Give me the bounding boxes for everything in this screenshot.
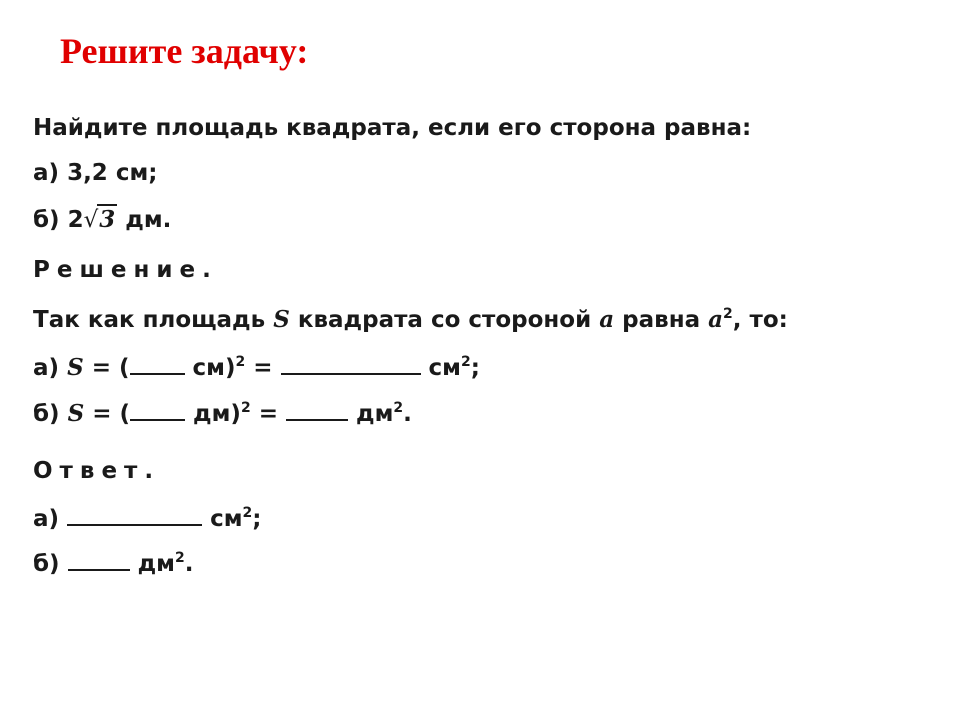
solution-item-b xyxy=(33,399,412,429)
variable-S: S xyxy=(67,400,85,427)
solution-item-a xyxy=(33,353,480,383)
variable-a: a xyxy=(708,306,724,333)
equation-text: = ( xyxy=(92,401,131,427)
solution-intro xyxy=(33,305,788,335)
equation-text: дм) xyxy=(193,401,241,427)
intro-text: квадрата со стороной xyxy=(297,307,592,333)
answer-blank[interactable] xyxy=(67,506,202,526)
exponent: 2 xyxy=(460,354,471,370)
equation-text: = xyxy=(253,355,273,381)
problem-item-b xyxy=(33,205,171,235)
answer-blank[interactable] xyxy=(130,401,185,421)
item-value: 3,2 см; xyxy=(67,160,158,186)
intro-text: Так как площадь xyxy=(33,307,266,333)
equation-text: = xyxy=(258,401,278,427)
sqrt-radicand: 3 xyxy=(99,206,116,233)
answer-item-b xyxy=(33,549,193,579)
answer-heading: Ответ. xyxy=(33,458,161,484)
exponent: 2 xyxy=(393,400,404,416)
equation-text: см xyxy=(428,355,461,381)
item-label: б) xyxy=(33,401,60,427)
answer-blank[interactable] xyxy=(286,401,348,421)
item-label: а) xyxy=(33,506,60,532)
equation-text: см) xyxy=(192,355,236,381)
punctuation: . xyxy=(184,551,194,577)
equation-text: = ( xyxy=(91,355,130,381)
answer-unit: см xyxy=(210,506,243,532)
equation-text: дм xyxy=(356,401,394,427)
exponent: 2 xyxy=(174,550,185,566)
variable-S: S xyxy=(67,354,84,381)
exponent: 2 xyxy=(242,505,253,521)
problem-item-a xyxy=(33,158,157,188)
item-unit: дм. xyxy=(125,207,172,233)
page-title: Решите задачу: xyxy=(60,31,309,71)
answer-blank[interactable] xyxy=(130,355,185,375)
problem-statement: Найдите площадь квадрата, если его сторона равна: xyxy=(33,115,752,141)
sqrt-sign-icon: √ xyxy=(83,207,99,233)
answer-blank[interactable] xyxy=(281,355,421,375)
answer-unit: дм xyxy=(137,551,175,577)
square-root xyxy=(84,205,118,235)
intro-text: , то: xyxy=(732,307,788,333)
intro-text: равна xyxy=(622,307,701,333)
item-coefficient: 2 xyxy=(67,207,84,233)
item-label: б) xyxy=(33,207,60,233)
answer-blank[interactable] xyxy=(68,551,130,571)
solution-heading: Решение. xyxy=(33,257,218,283)
variable-S: S xyxy=(273,306,290,333)
item-label: а) xyxy=(33,160,60,186)
item-label: а) xyxy=(33,355,60,381)
punctuation: ; xyxy=(252,506,262,532)
punctuation: ; xyxy=(470,355,480,381)
exponent: 2 xyxy=(240,400,251,416)
exponent: 2 xyxy=(723,306,733,322)
exponent: 2 xyxy=(235,354,246,370)
punctuation: . xyxy=(403,401,412,427)
variable-a: a xyxy=(599,306,615,333)
answer-item-a xyxy=(33,504,261,534)
item-label: б) xyxy=(33,551,60,577)
